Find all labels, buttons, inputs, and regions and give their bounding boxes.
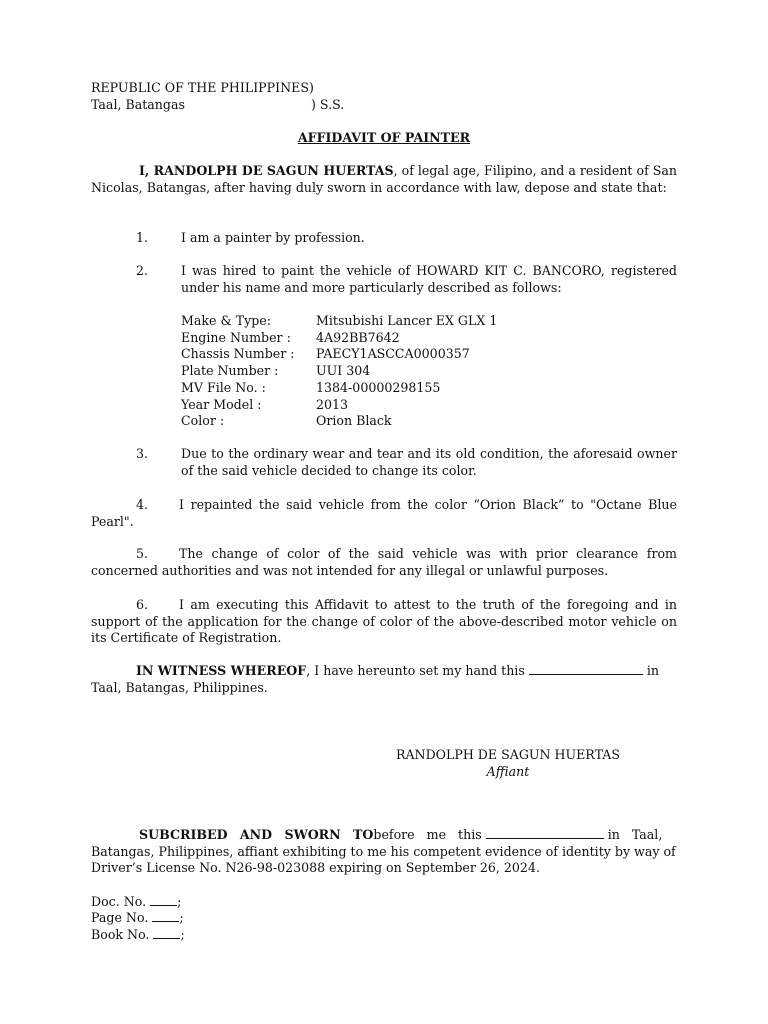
vehicle-row [181, 380, 497, 397]
item-3-text: Due to the ordinary wear and tear and its old condition, the aforesaid owner of the said vehicle decided to change its color. [181, 446, 677, 478]
doc-no-label: Doc. No. [91, 894, 147, 909]
witness-lead: IN WITNESS WHEREOF [136, 663, 307, 678]
page-no-label: Page No. [91, 910, 149, 925]
vehicle-row [181, 413, 497, 430]
item-2-text: I was hired to paint the vehicle of HOWARD KIT C. BANCORO, registered under his name and more particularly described as follows: [181, 263, 677, 295]
item-4-paragraph [91, 497, 677, 530]
intro-paragraph [91, 163, 677, 196]
jurat-text-b: in Taal, [607, 827, 663, 842]
vehicle-field-label: MV File No. : [181, 379, 266, 395]
item-1-number: 1. [136, 230, 149, 245]
item-5-number: 5. [136, 546, 149, 561]
vehicle-field-value: PAECY1ASCCA0000357 [316, 346, 470, 362]
item-4-text: I repainted the said vehicle from the color “Orion Black” to "Octane Blue Pearl". [91, 497, 677, 529]
affiant-name-intro: I, RANDOLPH DE SAGUN HUERTAS [139, 163, 394, 178]
item-5-paragraph [91, 546, 677, 579]
document-title: AFFIDAVIT OF PAINTER [297, 130, 471, 145]
vehicle-details-table [181, 313, 497, 430]
intro-text: , of legal age, Filipino, and a resident of San Nicolas, Batangas, after having duly sworn in accordance with law, depose and state that: [91, 163, 677, 195]
witness-text-a: , I have hereunto set my hand this [306, 663, 525, 678]
date-blank-line [529, 663, 643, 675]
doc-no-blank [150, 894, 177, 906]
vehicle-row [181, 346, 497, 363]
jurat-paragraph [91, 827, 677, 877]
vehicle-field-label: Chassis Number : [181, 346, 295, 362]
item-3-number: 3. [136, 446, 149, 461]
item-1-text: I am a painter by profession. [181, 230, 365, 245]
doc-no-sep: ; [177, 894, 182, 909]
header-ss: ) S.S. [311, 97, 345, 112]
vehicle-field-label: Year Model : [181, 396, 262, 412]
jurat-lead: SUBCRIBED AND SWORN TO [139, 827, 374, 842]
book-no-line [91, 927, 185, 944]
vehicle-field-value: Mitsubishi Lancer EX GLX 1 [316, 313, 498, 328]
witness-paragraph [91, 663, 677, 696]
header-venue: Taal, Batangas [91, 97, 185, 112]
vehicle-row [181, 313, 497, 330]
witness-text-c: Taal, Batangas, Philippines. [91, 679, 268, 695]
item-6-text: I am executing this Affidavit to attest to the truth of the foregoing and in support of the application for the change of color of the above-described motor vehicle on its Certificate of Registration. [91, 597, 677, 646]
page-no-sep: ; [179, 910, 184, 925]
vehicle-row [181, 330, 497, 347]
signature-role: Affiant [486, 764, 530, 779]
jurat-text-a: before me this [373, 827, 482, 842]
vehicle-field-label: Make & Type: [181, 313, 271, 328]
page-no-blank [152, 910, 179, 922]
item-6-paragraph [91, 597, 677, 647]
item-4-number: 4. [136, 497, 149, 512]
vehicle-field-value: 4A92BB7642 [316, 329, 400, 345]
item-2-number: 2. [136, 263, 149, 278]
signature-name: RANDOLPH DE SAGUN HUERTAS [395, 747, 621, 762]
book-no-blank [153, 927, 180, 939]
vehicle-field-value: 1384-00000298155 [316, 379, 441, 395]
page-no-line [91, 910, 184, 927]
book-no-label: Book No. [91, 927, 150, 942]
vehicle-field-value: 2013 [316, 396, 349, 412]
vehicle-row [181, 363, 497, 380]
item-5-text: The change of color of the said vehicle was with prior clearance from concerned authorities and was not intended for any illegal or unlawful purposes. [91, 546, 677, 578]
vehicle-field-label: Engine Number : [181, 329, 291, 345]
vehicle-field-label: Color : [181, 413, 225, 429]
header-republic: REPUBLIC OF THE PHILIPPINES) [91, 80, 314, 95]
vehicle-field-value: UUI 304 [316, 363, 371, 379]
book-no-sep: ; [180, 927, 185, 942]
doc-no-line [91, 894, 181, 911]
vehicle-field-label: Plate Number : [181, 363, 279, 379]
vehicle-field-value: Orion Black [316, 413, 392, 429]
jurat-text-c: Batangas, Philippines, affiant exhibiting to me his competent evidence of identity by way of Driver’s License No. N26-98-023088 expiring on September 26, 2024. [91, 843, 676, 876]
jurat-date-blank-line [486, 827, 604, 839]
witness-text-b: in [646, 663, 659, 678]
item-6-number: 6. [136, 597, 149, 612]
vehicle-row [181, 397, 497, 414]
